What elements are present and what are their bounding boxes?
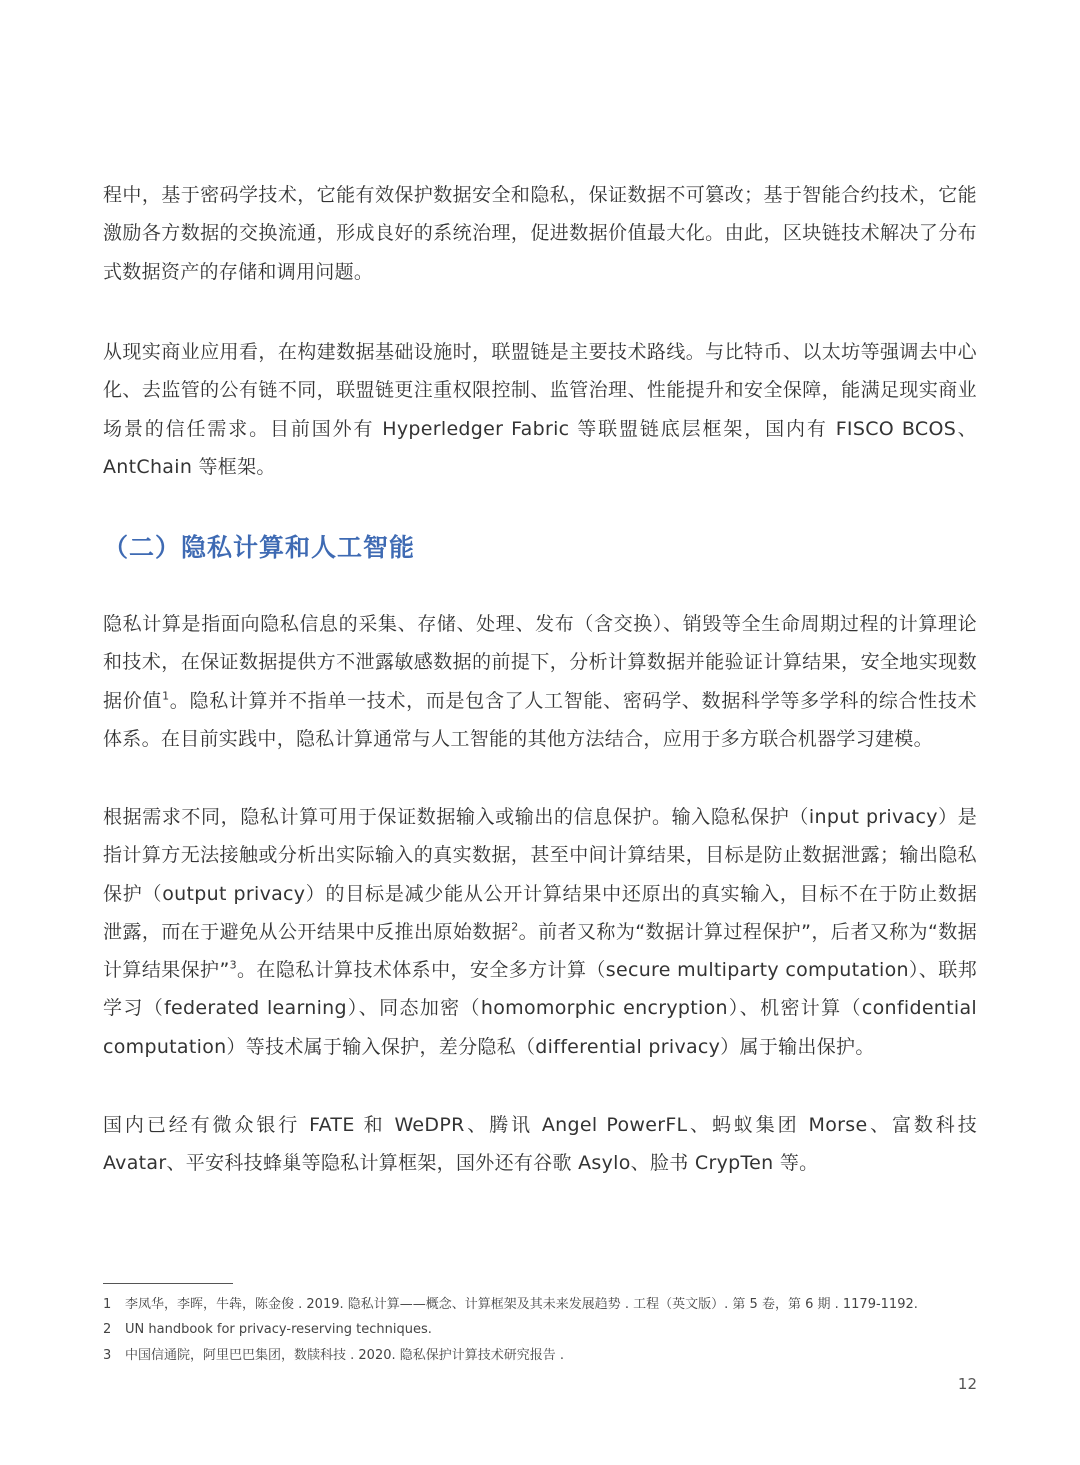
body-paragraph: 从现实商业应用看，在构建数据基础设施时，联盟链是主要技术路线。与比特币、以太坊等强调去中心化、去监管的公有链不同，联盟链更注重权限控制、监管治理、性能提升和安全保障，能满足现实商业场景的信任需求。目前国外有 Hyperledger Fabric 等联盟链底层框架，国内有 FISCO BCOS、AntChain 等框架。 (103, 341, 977, 478)
body-paragraph: 国内已经有微众银行 FATE 和 WeDPR、腾讯 Angel PowerFL、蚂蚁集团 Morse、富数科技 Avatar、平安科技蜂巢等隐私计算框架，国外还有谷歌 Asylo、脸书 CrypTen 等。 (103, 1114, 977, 1175)
footnote (103, 1320, 983, 1340)
paragraph-text: 。隐私计算并不指单一技术，而是包含了人工智能、密码学、数据科学等多学科的综合性技术体系。在目前实践中，隐私计算通常与人工智能的其他方法结合，应用于多方联合机器学习建模。 (103, 689, 977, 750)
paragraph-text: 根据需求不同，隐私计算可用于保证数据输入或输出的信息保护。输入隐私保护（input privacy）是指计算方无法接触或分析出实际输入的真实数据，甚至中间计算结果，目标是防止数据泄露；输出隐私保护（output privacy）的目标是减少能从公开计算结果中还原出的真实输入，目标不在于防止数据泄露，而在于避免从公开结果中反推出原始数据 (103, 806, 977, 943)
body-paragraph: 程中，基于密码学技术，它能有效保护数据安全和隐私，保证数据不可篡改；基于智能合约技术，它能激励各方数据的交换流通，形成良好的系统治理，促进数据价值最大化。由此，区块链技术解决了分布式数据资产的存储和调用问题。 (103, 184, 977, 283)
footnote-text: 李凤华，李晖，牛犇，陈金俊 . 2019. 隐私计算——概念、计算框架及其未来发展趋势 . 工程（英文版）. 第 5 卷，第 6 期 . 1179-1192. (125, 1297, 918, 1312)
footnote-text: 中国信通院，阿里巴巴集团，数牍科技 . 2020. 隐私保护计算技术研究报告 . (125, 1348, 565, 1363)
paragraph-text: 。前者又称为“数据计算过程保护”，后者又称为“数据计算结果保护” (103, 920, 977, 982)
footnote-number: 1 (103, 1297, 112, 1312)
footnote-reference[interactable]: 1 (162, 689, 170, 703)
footnote (103, 1346, 983, 1366)
footnote-divider (103, 1283, 233, 1284)
footnote-reference[interactable]: 3 (229, 958, 237, 972)
body-paragraph (103, 798, 977, 1066)
footnote (103, 1295, 983, 1315)
footnote-reference[interactable]: 2 (511, 920, 519, 934)
footnote-text: UN handbook for privacy-reserving techniques. (125, 1322, 432, 1337)
paragraph-text: 。在隐私计算技术体系中，安全多方计算（secure multiparty computation）、联邦学习（federated learning）、同态加密（homomorphic encryption）、机密计算（confidential computation）等技术属于输入保护，差分隐私（differential privacy）属于输出保护。 (103, 959, 977, 1058)
footnote-number: 3 (103, 1348, 112, 1363)
footnote-number: 2 (103, 1322, 112, 1337)
paragraph-text: 隐私计算是指面向隐私信息的采集、存储、处理、发布（含交换）、销毁等全生命周期过程的计算理论和技术，在保证数据提供方不泄露敏感数据的前提下，分析计算数据并能验证计算结果，安全地实现数据价值 (103, 613, 977, 712)
section-heading: （二）隐私计算和人工智能 (103, 533, 416, 562)
body-paragraph (103, 605, 977, 758)
page-number: 12 (957, 1375, 977, 1393)
